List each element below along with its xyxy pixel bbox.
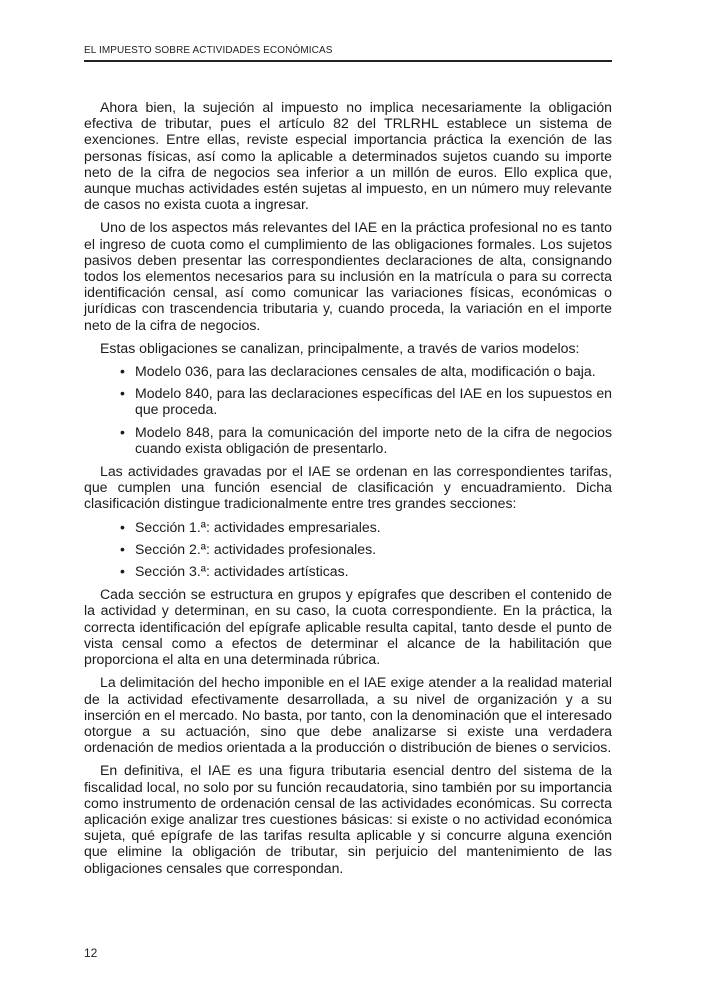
paragraph-formal-obligations: Uno de los aspectos más relevantes del IAE en la práctica profesional no es tanto el ingreso de cuota como el cumplimiento de las obligaciones formales. Los sujetos pasivos deben presentar las correspondientes declaraciones de alta, consignando todos los elementos necesarios para su inclusión en la matrícula o para su correcta identificación censal, así como comunicar las variaciones físicas, económicas o jurídicas con trascendencia tributaria y, cuando proceda, la variación en el importe neto de la cifra de negocios.	[84, 219, 612, 333]
list-item-text: Modelo 848, para la comunicación del importe neto de la cifra de negocios cuando exista obligación de presentarlo.	[135, 423, 612, 456]
bullet-icon: •	[120, 423, 125, 440]
bullet-icon: •	[120, 563, 125, 580]
bullet-icon: •	[120, 363, 125, 380]
running-head: EL IMPUESTO SOBRE ACTIVIDADES ECONÓMICAS	[84, 45, 612, 62]
list-item	[84, 385, 612, 417]
sections-list	[84, 519, 612, 580]
paragraph-tariffs: Las actividades gravadas por el IAE se ordenan en las correspondientes tarifas, que cumplen una función esencial de clasificación y encuadramiento. Dicha clasificación distingue tradicionalmente entre tres grandes secciones:	[84, 463, 612, 512]
paragraph-taxable-event: La delimitación del hecho imponible en el IAE exige atender a la realidad material de la actividad efectivamente desarrollada, a su nivel de organización y a su inserción en el mercado. No basta, por tanto, con la denominación que el interesado otorgue a su actuación, sino que debe analizarse si existe una verdadera ordenación de medios orientada a la producción o distribución de bienes o servicios.	[84, 674, 612, 756]
bullet-icon: •	[120, 385, 125, 402]
paragraph-models-intro: Estas obligaciones se canalizan, principalmente, a través de varios modelos:	[100, 339, 580, 356]
bullet-icon: •	[120, 540, 125, 557]
paragraph-conclusion: En definitiva, el IAE es una figura tributaria esencial dentro del sistema de la fiscalidad local, no solo por su función recaudatoria, sino también por su importancia como instrumento de ordenación censal de las actividades económicas. Su correcta aplicación exige analizar tres cuestiones básicas: si existe o no actividad económica sujeta, qué epígrafe de las tarifas resulta aplicable y si concurre alguna exención que elimine la obligación de tributar, sin perjuicio del mantenimiento de las obligaciones censales que correspondan.	[84, 762, 612, 876]
list-item-text: Sección 1.ª: actividades empresariales.	[135, 518, 381, 535]
paragraph-epigraphs: Cada sección se estructura en grupos y epígrafes que describen el contenido de la actividad y determinan, en su caso, la cuota correspondiente. En la práctica, la correcta identificación del epígrafe aplicable resulta capital, tanto desde el punto de vista censal como a efectos de determinar el alcance de la habilitación que proporciona el alta en una determinada rúbrica.	[84, 586, 612, 668]
list-item	[84, 363, 612, 379]
bullet-icon: •	[120, 518, 125, 535]
list-item-text: Modelo 036, para las declaraciones censales de alta, modificación o baja.	[135, 363, 596, 380]
list-item-text: Sección 3.ª: actividades artísticas.	[135, 563, 349, 580]
list-item	[84, 541, 612, 557]
body-text	[84, 99, 612, 883]
paragraph-exemptions: Ahora bien, la sujeción al impuesto no implica necesariamente la obligación efectiva de tributar, pues el artículo 82 del TRLRHL establece un sistema de exenciones. Entre ellas, reviste especial importancia práctica la exención de las personas físicas, así como la aplicable a determinados sujetos cuando su importe neto de la cifra de negocios sea inferior a un millón de euros. Ello explica que, aunque muchas actividades estén sujetas al impuesto, en un número muy relevante de casos no exista cuota a ingresar.	[84, 99, 612, 213]
list-item	[84, 424, 612, 456]
models-list	[84, 363, 612, 456]
list-item	[84, 563, 612, 579]
page-number: 12	[84, 946, 98, 960]
list-item-text: Sección 2.ª: actividades profesionales.	[135, 540, 377, 557]
list-item-text: Modelo 840, para las declaraciones específicas del IAE en los supuestos en que proceda.	[135, 385, 612, 418]
list-item	[84, 519, 612, 535]
